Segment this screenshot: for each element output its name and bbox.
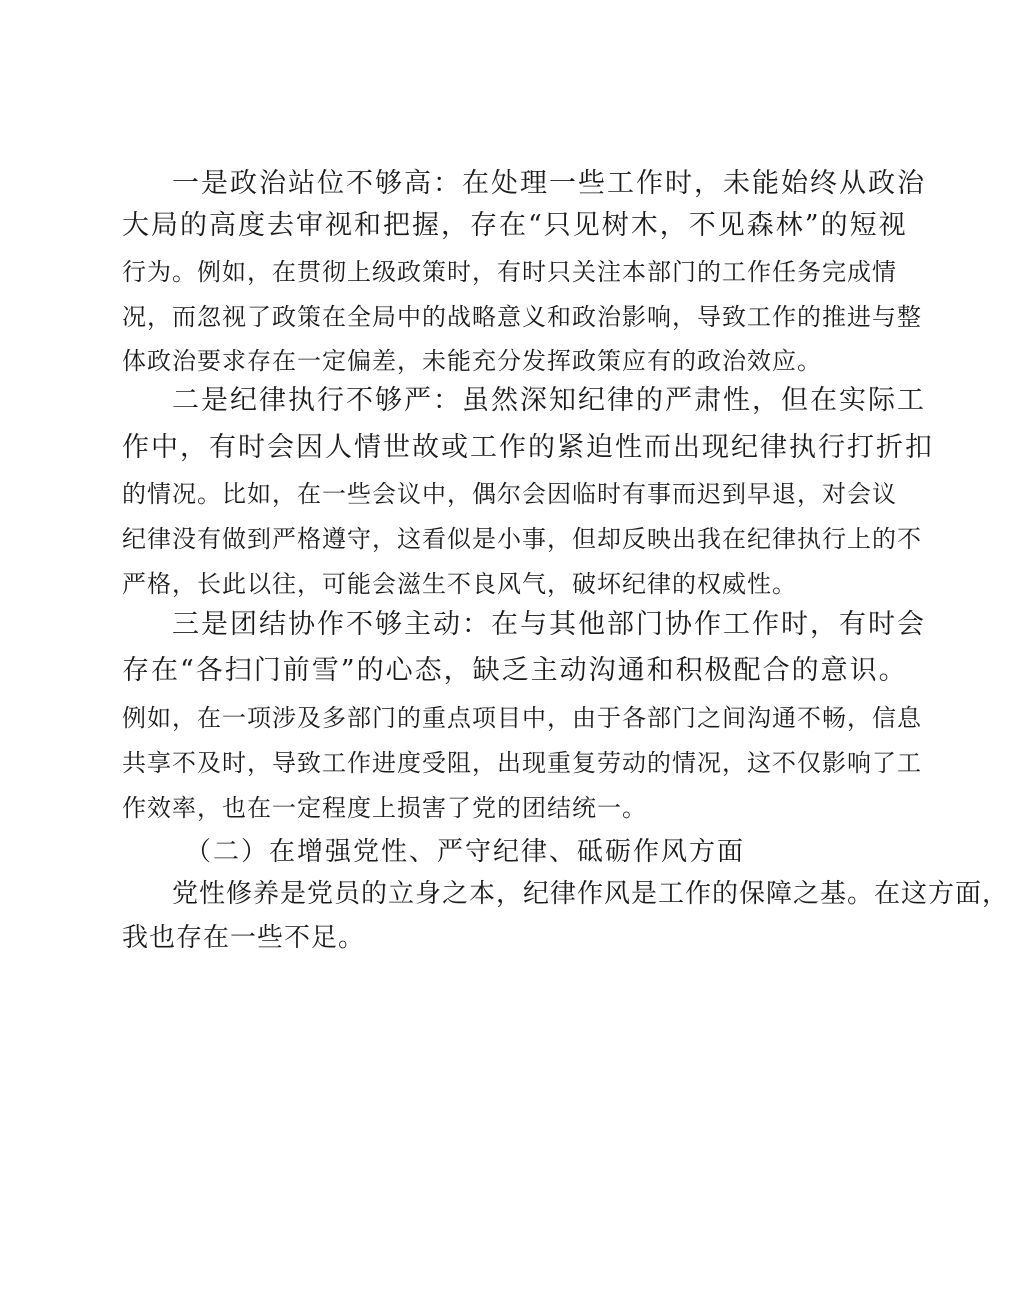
text-line: 共享不及时，导致工作进度受阻，出现重复劳动的情况，这不仅影响了工 [122,749,922,777]
text-line: 况，而忽视了政策在全局中的战略意义和政治影响，导致工作的推进与整 [122,303,922,331]
text-line: 严格，长此以往，可能会滋生不良风气，破坏纪律的权威性。 [122,570,797,598]
section-heading: （二）在增强党性、严守纪律、砥砺作风方面 [185,837,746,867]
text-line: 的情况。比如，在一些会议中，偶尔会因临时有事而迟到早退，对会议 [122,480,897,508]
text-line: 作中，有时会因人情世故或工作的紧迫性而出现纪律执行打折扣 [122,432,934,463]
text-line: 纪律没有做到严格遵守，这看似是小事，但却反映出我在纪律执行上的不 [122,525,922,553]
text-line: 大局的高度去审视和把握，存在“只见树木，不见森林”的短视 [122,210,908,241]
text-line: 一是政治站位不够高：在处理一些工作时，未能始终从政治 [172,168,926,199]
text-line: 作效率，也在一定程度上损害了党的团结统一。 [122,794,647,822]
text-line: 二是纪律执行不够严：虽然深知纪律的严肃性，但在实际工 [172,385,926,416]
text-line: 存在“各扫门前雪”的心态，缺乏主动沟通和积极配合的意识。 [122,655,908,686]
text-line: 党性修养是党员的立身之本，纪律作风是工作的保障之基。在这方面， [172,879,1009,909]
text-line: 例如，在一项涉及多部门的重点项目中，由于各部门之间沟通不畅，信息 [122,704,922,732]
text-line: 我也存在一些不足。 [122,923,366,953]
text-line: 行为。例如，在贯彻上级政策时，有时只关注本部门的工作任务完成情 [122,258,897,286]
text-line: 三是团结协作不够主动：在与其他部门协作工作时，有时会 [172,609,926,640]
text-line: 体政治要求存在一定偏差，未能充分发挥政策应有的政治效应。 [122,347,822,375]
